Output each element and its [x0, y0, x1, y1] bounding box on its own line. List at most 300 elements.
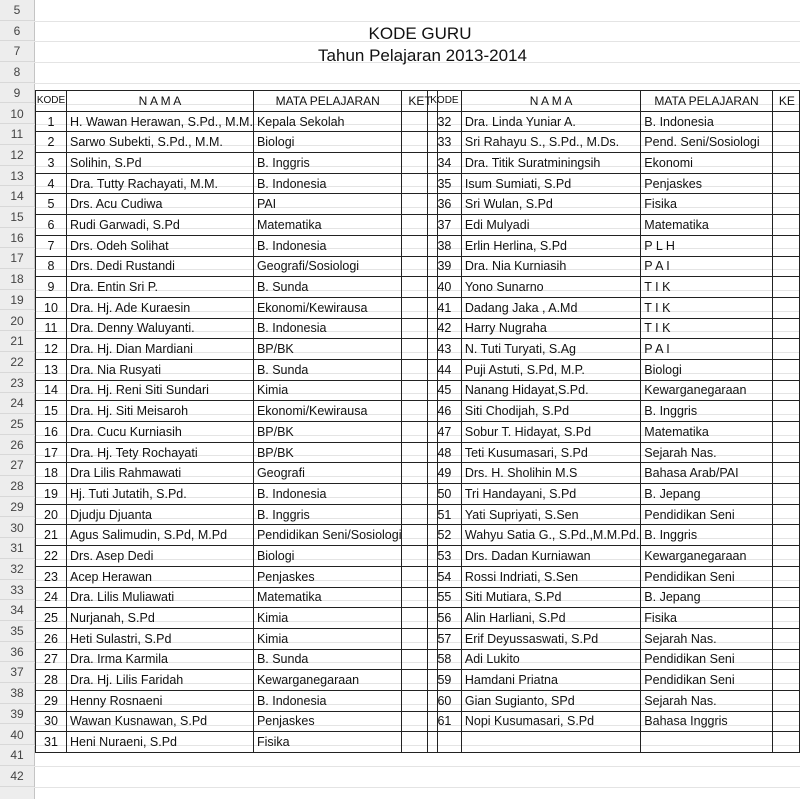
- cell-mata-pelajaran[interactable]: P A I: [641, 339, 773, 360]
- cell-kode[interactable]: 61: [428, 711, 462, 732]
- cell-kode[interactable]: 54: [428, 566, 462, 587]
- cell-mata-pelajaran[interactable]: Kepala Sekolah: [253, 111, 402, 132]
- cell-nama[interactable]: Erif Deyussaswati, S.Pd: [461, 628, 640, 649]
- cell-nama[interactable]: Drs. Asep Dedi: [67, 546, 254, 567]
- table-row: [36, 732, 438, 753]
- cell-mata-pelajaran[interactable]: Biologi: [253, 132, 402, 153]
- cell-nama[interactable]: Puji Astuti, S.Pd, M.P.: [461, 359, 640, 380]
- cell-mata-pelajaran[interactable]: Ekonomi/Kewirausa: [253, 297, 402, 318]
- row-header[interactable]: 14: [0, 186, 34, 207]
- row-header[interactable]: 29: [0, 497, 34, 518]
- row-header[interactable]: 39: [0, 704, 34, 725]
- cell-ket[interactable]: [772, 504, 799, 525]
- cell-mata-pelajaran[interactable]: Kewarganegaraan: [641, 380, 773, 401]
- cell-kode[interactable]: 29: [36, 690, 67, 711]
- cell-ket[interactable]: [772, 339, 799, 360]
- cell-nama[interactable]: Dra. Denny Waluyanti.: [67, 318, 254, 339]
- table-row: [428, 297, 800, 318]
- cell-mata-pelajaran[interactable]: B. Indonesia: [253, 318, 402, 339]
- cell-kode[interactable]: 34: [428, 153, 462, 174]
- cell-nama[interactable]: Dra Lilis Rahmawati: [67, 463, 254, 484]
- row-header[interactable]: 18: [0, 269, 34, 290]
- cell-mata-pelajaran[interactable]: Biologi: [641, 359, 773, 380]
- cell-kode[interactable]: 45: [428, 380, 462, 401]
- cell-kode[interactable]: 21: [36, 525, 67, 546]
- cell-kode[interactable]: 3: [36, 153, 67, 174]
- cell-kode[interactable]: 40: [428, 277, 462, 298]
- cell-ket[interactable]: [772, 256, 799, 277]
- cell-nama[interactable]: Wahyu Satia G., S.Pd.,M.M.Pd.: [461, 525, 640, 546]
- cell-ket[interactable]: [772, 215, 799, 236]
- cell-nama[interactable]: Dra. Hj. Lilis Faridah: [67, 670, 254, 691]
- row-header[interactable]: 21: [0, 331, 34, 352]
- cell-mata-pelajaran[interactable]: B. Inggris: [253, 153, 402, 174]
- cell-nama[interactable]: Dra. Hj. Siti Meisaroh: [67, 401, 254, 422]
- cell-kode[interactable]: 51: [428, 504, 462, 525]
- cell-kode[interactable]: 17: [36, 442, 67, 463]
- cell-kode[interactable]: 25: [36, 608, 67, 629]
- row-header[interactable]: 24: [0, 393, 34, 414]
- cell-kode[interactable]: 44: [428, 359, 462, 380]
- header-mata-pelajaran[interactable]: MATA PELAJARAN: [641, 91, 773, 112]
- cell-mata-pelajaran[interactable]: B. Inggris: [641, 525, 773, 546]
- cell-nama[interactable]: Dra. Cucu Kurniasih: [67, 422, 254, 443]
- row-header[interactable]: 32: [0, 559, 34, 580]
- cell-ket[interactable]: [772, 401, 799, 422]
- cell-mata-pelajaran[interactable]: B. Indonesia: [253, 173, 402, 194]
- cell-nama[interactable]: Adi Lukito: [461, 649, 640, 670]
- cell-kode[interactable]: 39: [428, 256, 462, 277]
- cell-kode[interactable]: 43: [428, 339, 462, 360]
- cell-kode[interactable]: 56: [428, 608, 462, 629]
- cell-nama[interactable]: Rudi Garwadi, S.Pd: [67, 215, 254, 236]
- cell-mata-pelajaran[interactable]: Geografi: [253, 463, 402, 484]
- row-header[interactable]: 5: [0, 0, 34, 21]
- cell-nama[interactable]: Isum Sumiati, S.Pd: [461, 173, 640, 194]
- cell-mata-pelajaran[interactable]: Fisika: [641, 194, 773, 215]
- cell-mata-pelajaran[interactable]: Fisika: [253, 732, 402, 753]
- cell-kode[interactable]: 30: [36, 711, 67, 732]
- cell-nama[interactable]: Dra. Linda Yuniar A.: [461, 111, 640, 132]
- table-row: [428, 484, 800, 505]
- cell-kode[interactable]: 47: [428, 422, 462, 443]
- cell-kode[interactable]: 24: [36, 587, 67, 608]
- table-row: [36, 649, 438, 670]
- row-header[interactable]: 27: [0, 455, 34, 476]
- cell-ket[interactable]: [772, 442, 799, 463]
- gridline: [34, 83, 800, 84]
- row-header[interactable]: 26: [0, 435, 34, 456]
- cell-nama[interactable]: Nanang Hidayat,S.Pd.: [461, 380, 640, 401]
- cell-nama[interactable]: Dra. Hj. Tety Rochayati: [67, 442, 254, 463]
- cell-kode[interactable]: 49: [428, 463, 462, 484]
- cell-kode[interactable]: 8: [36, 256, 67, 277]
- row-header[interactable]: 20: [0, 311, 34, 332]
- cell-mata-pelajaran[interactable]: Pendidikan Seni: [641, 670, 773, 691]
- cell-kode[interactable]: 18: [36, 463, 67, 484]
- cell-mata-pelajaran[interactable]: B. Sunda: [253, 359, 402, 380]
- table-row: [36, 173, 438, 194]
- table-row: [36, 690, 438, 711]
- header-kode[interactable]: KODE: [36, 91, 67, 112]
- header-kode[interactable]: KODE: [428, 91, 462, 112]
- table-row: [428, 732, 800, 753]
- cell-nama[interactable]: Hamdani Priatna: [461, 670, 640, 691]
- cell-nama[interactable]: Dra. Titik Suratminingsih: [461, 153, 640, 174]
- cell-mata-pelajaran[interactable]: PAI: [253, 194, 402, 215]
- cell-nama[interactable]: Sobur T. Hidayat, S.Pd: [461, 422, 640, 443]
- row-header[interactable]: 36: [0, 642, 34, 663]
- row-header[interactable]: 15: [0, 207, 34, 228]
- cell-ket[interactable]: [772, 111, 799, 132]
- cell-kode[interactable]: 15: [36, 401, 67, 422]
- row-header[interactable]: 16: [0, 228, 34, 249]
- cell-ket[interactable]: [772, 318, 799, 339]
- table-row: [36, 608, 438, 629]
- cell-mata-pelajaran[interactable]: Ekonomi/Kewirausa: [253, 401, 402, 422]
- header-mata-pelajaran[interactable]: MATA PELAJARAN: [253, 91, 402, 112]
- row-header[interactable]: 12: [0, 145, 34, 166]
- cell-mata-pelajaran[interactable]: Sejarah Nas.: [641, 690, 773, 711]
- cell-ket[interactable]: [772, 484, 799, 505]
- cell-kode[interactable]: 33: [428, 132, 462, 153]
- table-row: [36, 194, 438, 215]
- cell-mata-pelajaran[interactable]: B. Jepang: [641, 587, 773, 608]
- cell-nama[interactable]: Nopi Kusumasari, S.Pd: [461, 711, 640, 732]
- header-nama[interactable]: N A M A: [67, 91, 254, 112]
- row-header[interactable]: 7: [0, 41, 34, 62]
- table-row: [428, 194, 800, 215]
- row-header[interactable]: 10: [0, 104, 34, 125]
- teacher-code-table-right: [427, 90, 800, 753]
- row-header[interactable]: 41: [0, 745, 34, 766]
- cell-mata-pelajaran[interactable]: Ekonomi: [641, 153, 773, 174]
- cell-kode[interactable]: 59: [428, 670, 462, 691]
- cell-kode[interactable]: 1: [36, 111, 67, 132]
- cell-nama[interactable]: Dra. Tutty Rachayati, M.M.: [67, 173, 254, 194]
- cell-nama[interactable]: Drs. H. Sholihin M.S: [461, 463, 640, 484]
- cell-kode[interactable]: 26: [36, 628, 67, 649]
- cell-mata-pelajaran[interactable]: Bahasa Inggris: [641, 711, 773, 732]
- cell-nama[interactable]: Siti Mutiara, S.Pd: [461, 587, 640, 608]
- table-row: [428, 256, 800, 277]
- cell-kode[interactable]: 5: [36, 194, 67, 215]
- table-row: [428, 442, 800, 463]
- cell-nama[interactable]: Heti Sulastri, S.Pd: [67, 628, 254, 649]
- cell-mata-pelajaran[interactable]: Pendidikan Seni: [641, 649, 773, 670]
- cell-nama[interactable]: Djudju Djuanta: [67, 504, 254, 525]
- cell-nama[interactable]: Drs. Dedi Rustandi: [67, 256, 254, 277]
- table-row: [428, 422, 800, 443]
- cell-mata-pelajaran[interactable]: [641, 732, 773, 753]
- cell-mata-pelajaran[interactable]: Biologi: [253, 546, 402, 567]
- row-header[interactable]: 9: [0, 83, 34, 104]
- cell-mata-pelajaran[interactable]: B. Jepang: [641, 484, 773, 505]
- cell-nama[interactable]: Dra. Hj. Reni Siti Sundari: [67, 380, 254, 401]
- cell-mata-pelajaran[interactable]: Kimia: [253, 608, 402, 629]
- cell-ket[interactable]: [772, 608, 799, 629]
- cell-ket[interactable]: [772, 690, 799, 711]
- cell-kode[interactable]: 52: [428, 525, 462, 546]
- cell-kode[interactable]: 53: [428, 546, 462, 567]
- cell-kode[interactable]: 36: [428, 194, 462, 215]
- cell-mata-pelajaran[interactable]: Pendidikan Seni/Sosiologi: [253, 525, 402, 546]
- cell-kode[interactable]: 48: [428, 442, 462, 463]
- cell-ket[interactable]: [772, 670, 799, 691]
- cell-mata-pelajaran[interactable]: Kimia: [253, 380, 402, 401]
- table-row: [428, 401, 800, 422]
- row-header[interactable]: 13: [0, 166, 34, 187]
- cell-ket[interactable]: [772, 153, 799, 174]
- cell-kode[interactable]: 12: [36, 339, 67, 360]
- cell-nama[interactable]: Solihin, S.Pd: [67, 153, 254, 174]
- sheet-subtitle[interactable]: Tahun Pelajaran 2013-2014: [318, 46, 527, 65]
- cell-mata-pelajaran[interactable]: Matematika: [641, 215, 773, 236]
- cell-mata-pelajaran[interactable]: B. Inggris: [641, 401, 773, 422]
- row-header[interactable]: 28: [0, 476, 34, 497]
- cell-ket[interactable]: [772, 194, 799, 215]
- cell-nama[interactable]: Dra. Hj. Ade Kuraesin: [67, 297, 254, 318]
- cell-kode[interactable]: 35: [428, 173, 462, 194]
- cell-ket[interactable]: [772, 711, 799, 732]
- cell-kode[interactable]: 23: [36, 566, 67, 587]
- cell-kode[interactable]: 42: [428, 318, 462, 339]
- cell-nama[interactable]: Dra. Lilis Muliawati: [67, 587, 254, 608]
- cell-nama[interactable]: Sarwo Subekti, S.Pd., M.M.: [67, 132, 254, 153]
- gridline: [34, 21, 800, 22]
- cell-ket[interactable]: [772, 277, 799, 298]
- cell-nama[interactable]: Wawan Kusnawan, S.Pd: [67, 711, 254, 732]
- cell-mata-pelajaran[interactable]: T I K: [641, 318, 773, 339]
- row-header[interactable]: 42: [0, 766, 34, 787]
- table-row: [36, 484, 438, 505]
- cell-ket[interactable]: [772, 380, 799, 401]
- row-header[interactable]: 38: [0, 683, 34, 704]
- cell-kode[interactable]: 32: [428, 111, 462, 132]
- cell-mata-pelajaran[interactable]: B. Sunda: [253, 277, 402, 298]
- sheet-title[interactable]: KODE GURU: [368, 24, 472, 43]
- cell-nama[interactable]: Harry Nugraha: [461, 318, 640, 339]
- cell-ket[interactable]: [772, 628, 799, 649]
- cell-mata-pelajaran[interactable]: Kewarganegaraan: [253, 670, 402, 691]
- cell-mata-pelajaran[interactable]: Bahasa Arab/PAI: [641, 463, 773, 484]
- row-header[interactable]: 25: [0, 414, 34, 435]
- cell-kode[interactable]: [428, 732, 462, 753]
- cell-nama[interactable]: Tri Handayani, S.Pd: [461, 484, 640, 505]
- table-row: [36, 566, 438, 587]
- row-header[interactable]: 31: [0, 538, 34, 559]
- cell-nama[interactable]: H. Wawan Herawan, S.Pd., M.M.: [67, 111, 254, 132]
- table-row: [428, 215, 800, 236]
- cell-kode[interactable]: 38: [428, 235, 462, 256]
- cell-kode[interactable]: 20: [36, 504, 67, 525]
- cell-kode[interactable]: 13: [36, 359, 67, 380]
- row-header[interactable]: 37: [0, 662, 34, 683]
- table-row: [428, 132, 800, 153]
- cell-nama[interactable]: Heni Nuraeni, S.Pd: [67, 732, 254, 753]
- cell-mata-pelajaran[interactable]: B. Indonesia: [253, 690, 402, 711]
- cell-ket[interactable]: [772, 566, 799, 587]
- cell-nama[interactable]: Siti Chodijah, S.Pd: [461, 401, 640, 422]
- cell-nama[interactable]: Henny Rosnaeni: [67, 690, 254, 711]
- row-header[interactable]: 23: [0, 373, 34, 394]
- cell-nama[interactable]: Gian Sugianto, SPd: [461, 690, 640, 711]
- cell-ket[interactable]: [772, 463, 799, 484]
- cell-kode[interactable]: 55: [428, 587, 462, 608]
- cell-kode[interactable]: 11: [36, 318, 67, 339]
- cell-kode[interactable]: 27: [36, 649, 67, 670]
- cell-nama[interactable]: Drs. Acu Cudiwa: [67, 194, 254, 215]
- cell-mata-pelajaran[interactable]: BP/BK: [253, 422, 402, 443]
- table-row: [36, 525, 438, 546]
- table-row: [428, 566, 800, 587]
- row-header[interactable]: 40: [0, 725, 34, 746]
- cell-mata-pelajaran[interactable]: P L H: [641, 235, 773, 256]
- cell-mata-pelajaran[interactable]: BP/BK: [253, 442, 402, 463]
- cell-ket[interactable]: [772, 649, 799, 670]
- table-row: [428, 628, 800, 649]
- row-header[interactable]: 11: [0, 124, 34, 145]
- cell-mata-pelajaran[interactable]: BP/BK: [253, 339, 402, 360]
- header-ket[interactable]: KE: [772, 91, 799, 112]
- cell-ket[interactable]: [772, 235, 799, 256]
- cell-mata-pelajaran[interactable]: B. Indonesia: [253, 235, 402, 256]
- cell-nama[interactable]: Rossi Indriati, S.Sen: [461, 566, 640, 587]
- cell-mata-pelajaran[interactable]: Penjaskes: [253, 566, 402, 587]
- cell-kode[interactable]: 7: [36, 235, 67, 256]
- cell-nama[interactable]: Dra. Entin Sri P.: [67, 277, 254, 298]
- cell-nama[interactable]: Hj. Tuti Jutatih, S.Pd.: [67, 484, 254, 505]
- table-row: [36, 318, 438, 339]
- cell-kode[interactable]: 28: [36, 670, 67, 691]
- cell-nama[interactable]: N. Tuti Turyati, S.Ag: [461, 339, 640, 360]
- cell-ket[interactable]: [772, 173, 799, 194]
- cell-mata-pelajaran[interactable]: Kewarganegaraan: [641, 546, 773, 567]
- cell-mata-pelajaran[interactable]: T I K: [641, 297, 773, 318]
- row-header[interactable]: 19: [0, 290, 34, 311]
- cell-mata-pelajaran[interactable]: Pendidikan Seni: [641, 504, 773, 525]
- row-header[interactable]: 6: [0, 21, 34, 42]
- cell-kode[interactable]: 4: [36, 173, 67, 194]
- cell-nama[interactable]: Dadang Jaka , A.Md: [461, 297, 640, 318]
- cell-mata-pelajaran[interactable]: B. Sunda: [253, 649, 402, 670]
- table-row: [428, 235, 800, 256]
- cell-mata-pelajaran[interactable]: B. Inggris: [253, 504, 402, 525]
- cell-ket[interactable]: [772, 732, 799, 753]
- cell-nama[interactable]: Dra. Nia Rusyati: [67, 359, 254, 380]
- cell-ket[interactable]: [772, 132, 799, 153]
- cell-ket[interactable]: [772, 546, 799, 567]
- cell-mata-pelajaran[interactable]: Penjaskes: [641, 173, 773, 194]
- header-nama[interactable]: N A M A: [461, 91, 640, 112]
- cell-kode[interactable]: 10: [36, 297, 67, 318]
- row-header[interactable]: 35: [0, 621, 34, 642]
- cell-mata-pelajaran[interactable]: T I K: [641, 277, 773, 298]
- cell-kode[interactable]: 37: [428, 215, 462, 236]
- cell-mata-pelajaran[interactable]: Sejarah Nas.: [641, 628, 773, 649]
- cell-nama[interactable]: Dra. Nia Kurniasih: [461, 256, 640, 277]
- cell-kode[interactable]: 46: [428, 401, 462, 422]
- cell-mata-pelajaran[interactable]: Matematika: [253, 587, 402, 608]
- cell-nama[interactable]: Nurjanah, S.Pd: [67, 608, 254, 629]
- row-header[interactable]: 22: [0, 352, 34, 373]
- cell-ket[interactable]: [772, 525, 799, 546]
- table-row: [428, 339, 800, 360]
- cell-nama[interactable]: Alin Harliani, S.Pd: [461, 608, 640, 629]
- cell-nama[interactable]: Sri Wulan, S.Pd: [461, 194, 640, 215]
- cell-kode[interactable]: 58: [428, 649, 462, 670]
- row-header[interactable]: 17: [0, 248, 34, 269]
- cell-kode[interactable]: 19: [36, 484, 67, 505]
- table-row: [36, 132, 438, 153]
- cell-mata-pelajaran[interactable]: Penjaskes: [253, 711, 402, 732]
- table-row: [36, 587, 438, 608]
- cell-kode[interactable]: 6: [36, 215, 67, 236]
- cell-mata-pelajaran[interactable]: P A I: [641, 256, 773, 277]
- row-header[interactable]: 34: [0, 600, 34, 621]
- cell-kode[interactable]: 57: [428, 628, 462, 649]
- cell-kode[interactable]: 2: [36, 132, 67, 153]
- cell-mata-pelajaran[interactable]: Pend. Seni/Sosiologi: [641, 132, 773, 153]
- cell-mata-pelajaran[interactable]: Geografi/Sosiologi: [253, 256, 402, 277]
- cell-kode[interactable]: 9: [36, 277, 67, 298]
- cell-kode[interactable]: 14: [36, 380, 67, 401]
- cell-kode[interactable]: 50: [428, 484, 462, 505]
- cell-nama[interactable]: Erlin Herlina, S.Pd: [461, 235, 640, 256]
- cell-kode[interactable]: 60: [428, 690, 462, 711]
- cell-nama[interactable]: Teti Kusumasari, S.Pd: [461, 442, 640, 463]
- table-row: [36, 546, 438, 567]
- cell-mata-pelajaran[interactable]: Fisika: [641, 608, 773, 629]
- cell-mata-pelajaran[interactable]: Sejarah Nas.: [641, 442, 773, 463]
- cell-nama[interactable]: Acep Herawan: [67, 566, 254, 587]
- cell-ket[interactable]: [772, 587, 799, 608]
- table-row: [428, 587, 800, 608]
- cell-mata-pelajaran[interactable]: Matematika: [641, 422, 773, 443]
- table-row: [428, 670, 800, 691]
- cell-mata-pelajaran[interactable]: Pendidikan Seni: [641, 566, 773, 587]
- cell-kode[interactable]: 31: [36, 732, 67, 753]
- cell-mata-pelajaran[interactable]: Matematika: [253, 215, 402, 236]
- row-header[interactable]: 8: [0, 62, 34, 83]
- cell-kode[interactable]: 16: [36, 422, 67, 443]
- cell-nama[interactable]: [461, 732, 640, 753]
- cell-mata-pelajaran[interactable]: B. Indonesia: [253, 484, 402, 505]
- table-row: [36, 463, 438, 484]
- cell-mata-pelajaran[interactable]: Kimia: [253, 628, 402, 649]
- cell-mata-pelajaran[interactable]: B. Indonesia: [641, 111, 773, 132]
- row-header[interactable]: 33: [0, 580, 34, 601]
- cell-nama[interactable]: Edi Mulyadi: [461, 215, 640, 236]
- header-ket[interactable]: KET: [402, 91, 438, 112]
- cell-kode[interactable]: 41: [428, 297, 462, 318]
- cell-nama[interactable]: Sri Rahayu S., S.Pd., M.Ds.: [461, 132, 640, 153]
- cell-nama[interactable]: Dra. Irma Karmila: [67, 649, 254, 670]
- header-row: [36, 91, 438, 112]
- row-header[interactable]: 30: [0, 518, 34, 539]
- cell-nama[interactable]: Dra. Hj. Dian Mardiani: [67, 339, 254, 360]
- cell-ket[interactable]: [772, 422, 799, 443]
- cell-nama[interactable]: Yono Sunarno: [461, 277, 640, 298]
- cell-nama[interactable]: Drs. Odeh Solihat: [67, 235, 254, 256]
- cell-ket[interactable]: [772, 359, 799, 380]
- cell-nama[interactable]: Yati Supriyati, S.Sen: [461, 504, 640, 525]
- cell-ket[interactable]: [772, 297, 799, 318]
- table-row: [428, 380, 800, 401]
- cell-nama[interactable]: Agus Salimudin, S.Pd, M.Pd: [67, 525, 254, 546]
- cell-kode[interactable]: 22: [36, 546, 67, 567]
- cell-nama[interactable]: Drs. Dadan Kurniawan: [461, 546, 640, 567]
